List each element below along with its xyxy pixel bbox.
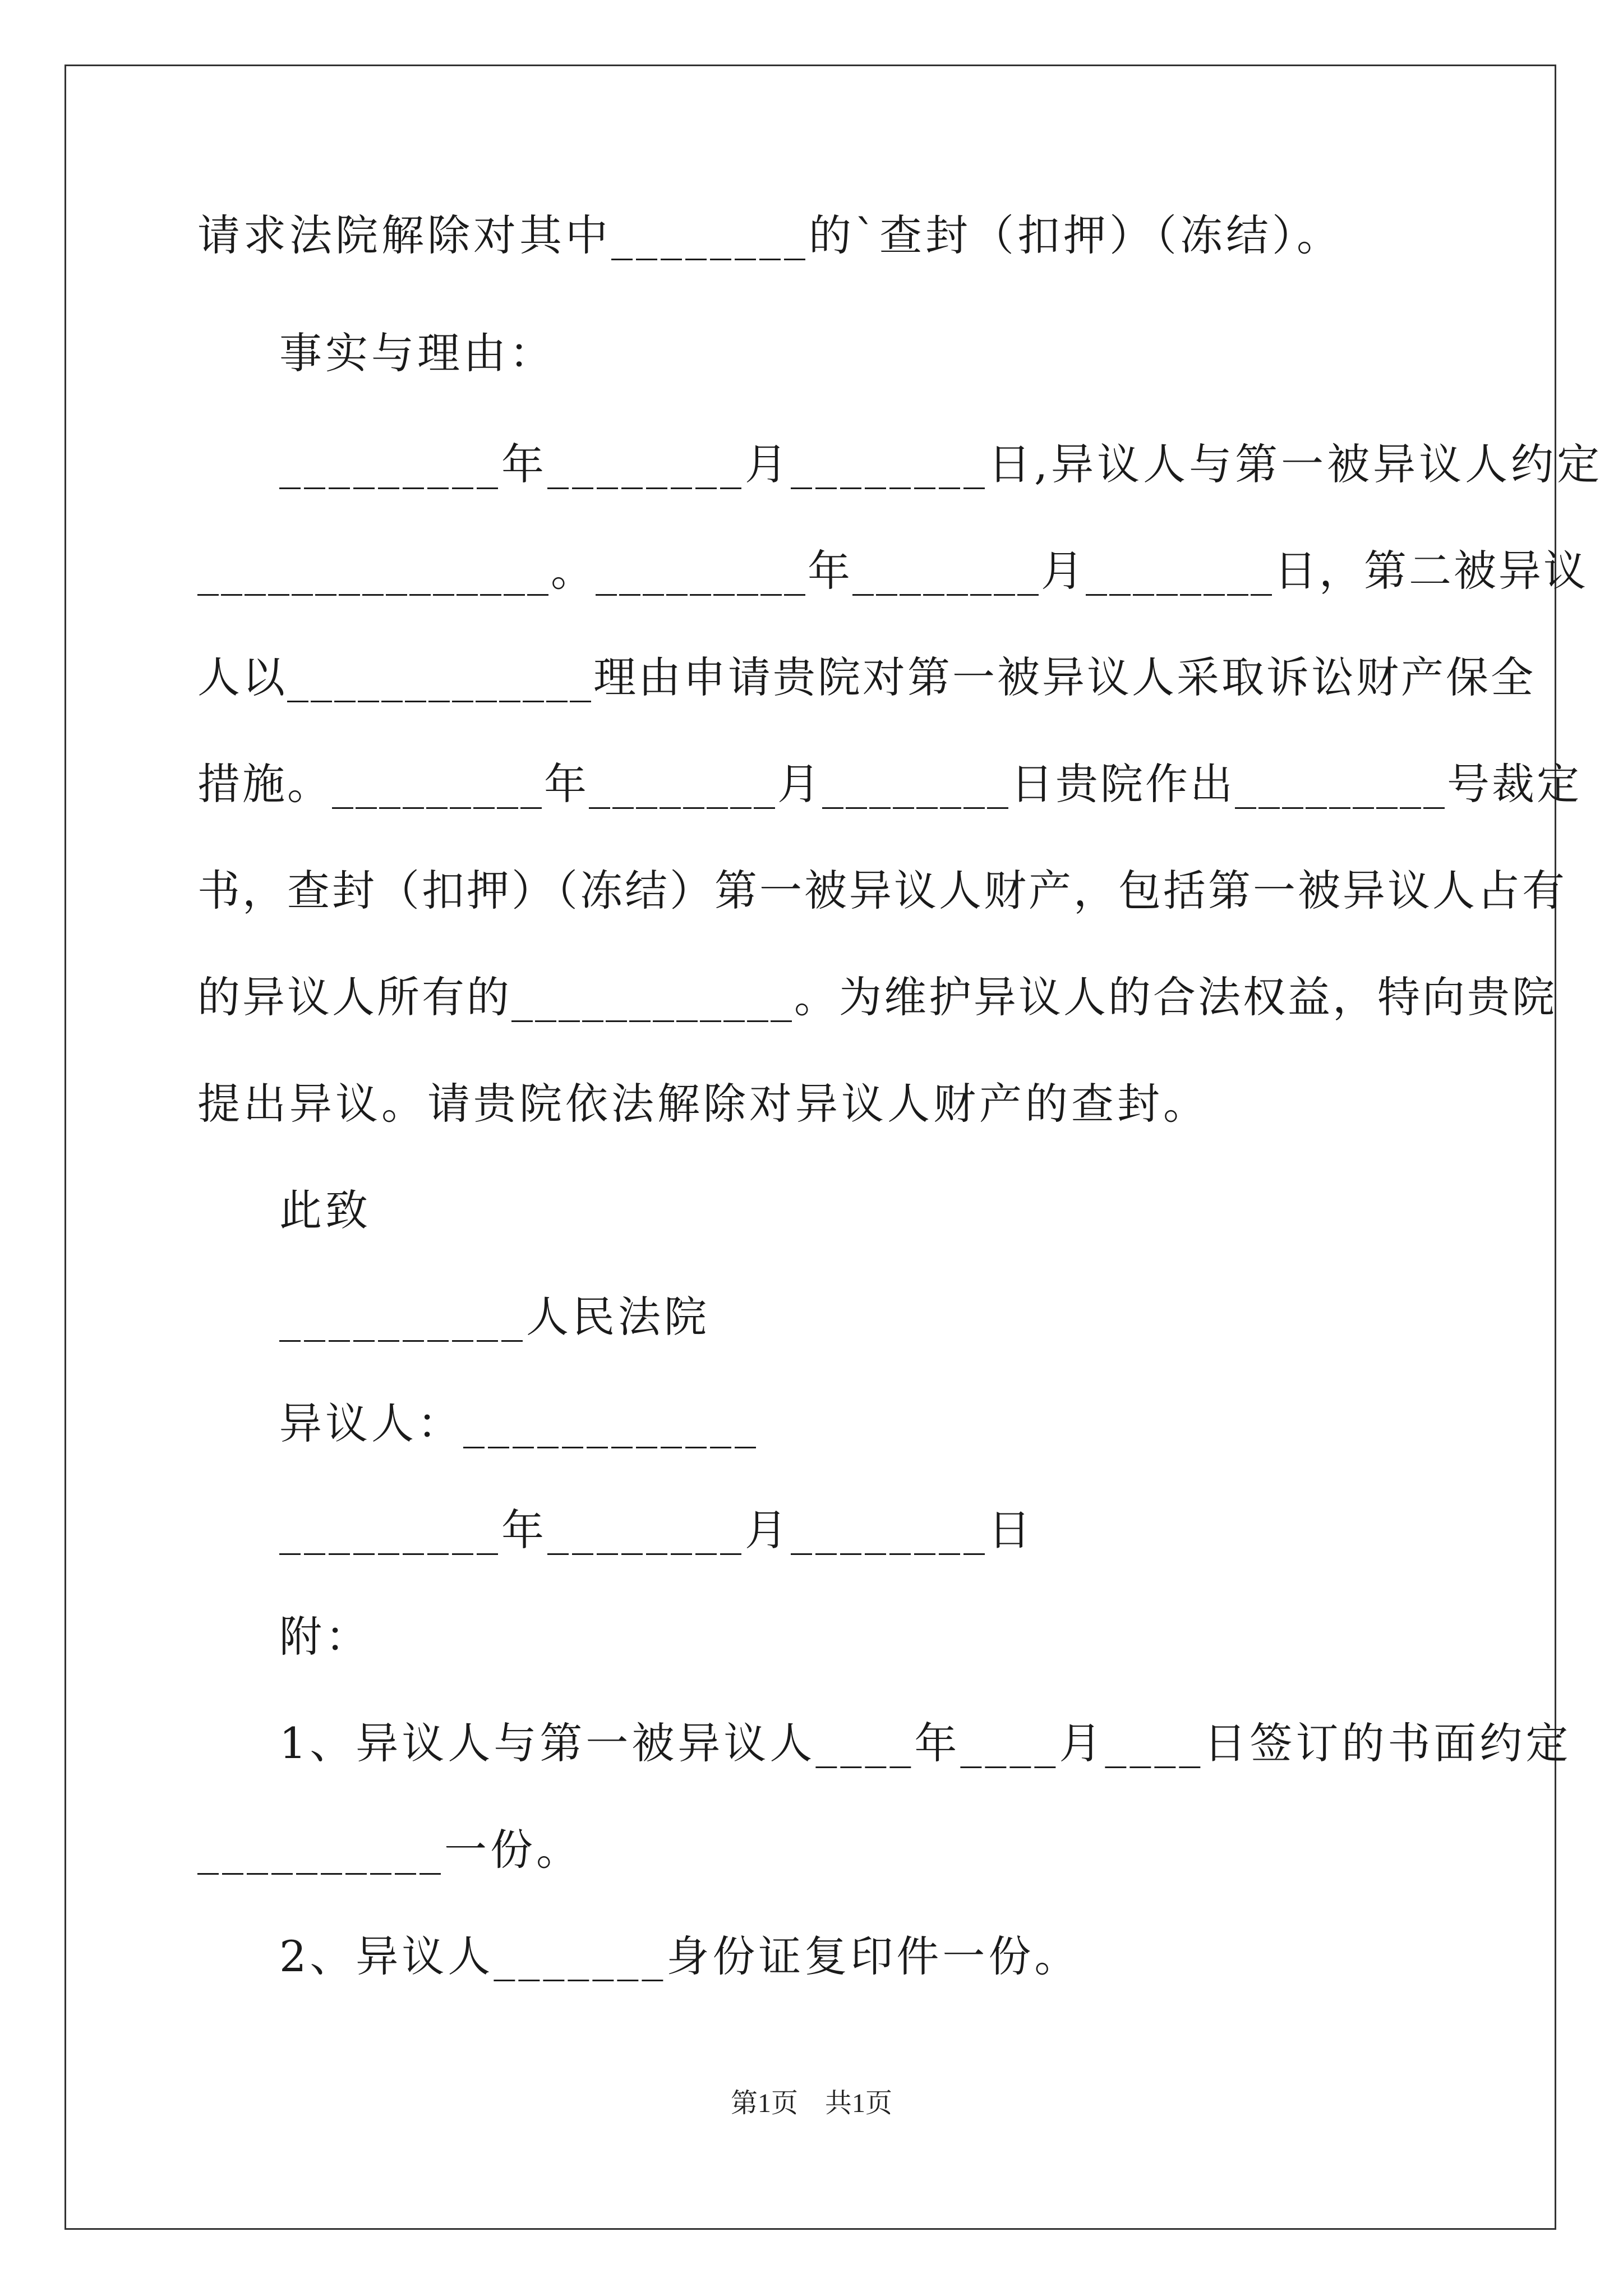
paragraph-line-3: _________年________月________日,异议人与第一被异议人约定 — [279, 439, 1603, 489]
paragraph-line-6: 措施。_________年________月________日贵院作出_________号裁定 — [197, 759, 1581, 809]
page-border — [64, 65, 1588, 2230]
attachments-heading: 附： — [279, 1612, 371, 1662]
addressee-court: __________人民法院 — [279, 1292, 710, 1342]
paragraph-line-9: 提出异议。请贵院依法解除对异议人财产的查封。 — [197, 1079, 1209, 1129]
attachment-item-2: 2、异议人_______身份证复印件一份。 — [279, 1931, 1081, 1981]
paragraph-line-8: 的异议人所有的____________。为维护异议人的合法权益，特向贵院 — [197, 972, 1557, 1022]
page-number-footer: 第1页 共1页 — [730, 2088, 892, 2118]
objector-signature: 异议人：____________ — [279, 1398, 759, 1448]
paragraph-line-7: 书，查封（扣押）（冻结）第一被异议人财产，包括第一被异议人占有 — [197, 866, 1567, 915]
attachment-item-1: 1、异议人与第一被异议人____年____月____日签订的书面约定 — [279, 1718, 1572, 1768]
paragraph-line-4: _______________。_________年________月________日，第二被异议 — [197, 546, 1588, 596]
attachment-item-1-continued: __________一份。 — [197, 1825, 582, 1875]
signature-date: _________年________月________日 — [279, 1505, 1034, 1555]
paragraph-line-1: 请求法院解除对其中________的`查封（扣押）（冻结）。 — [197, 210, 1343, 260]
section-heading-facts: 事实与理由： — [279, 328, 555, 378]
closing-salutation: 此致 — [279, 1185, 371, 1235]
paragraph-line-5: 人以_____________理由申请贵院对第一被异议人采取诉讼财产保全 — [197, 652, 1536, 702]
